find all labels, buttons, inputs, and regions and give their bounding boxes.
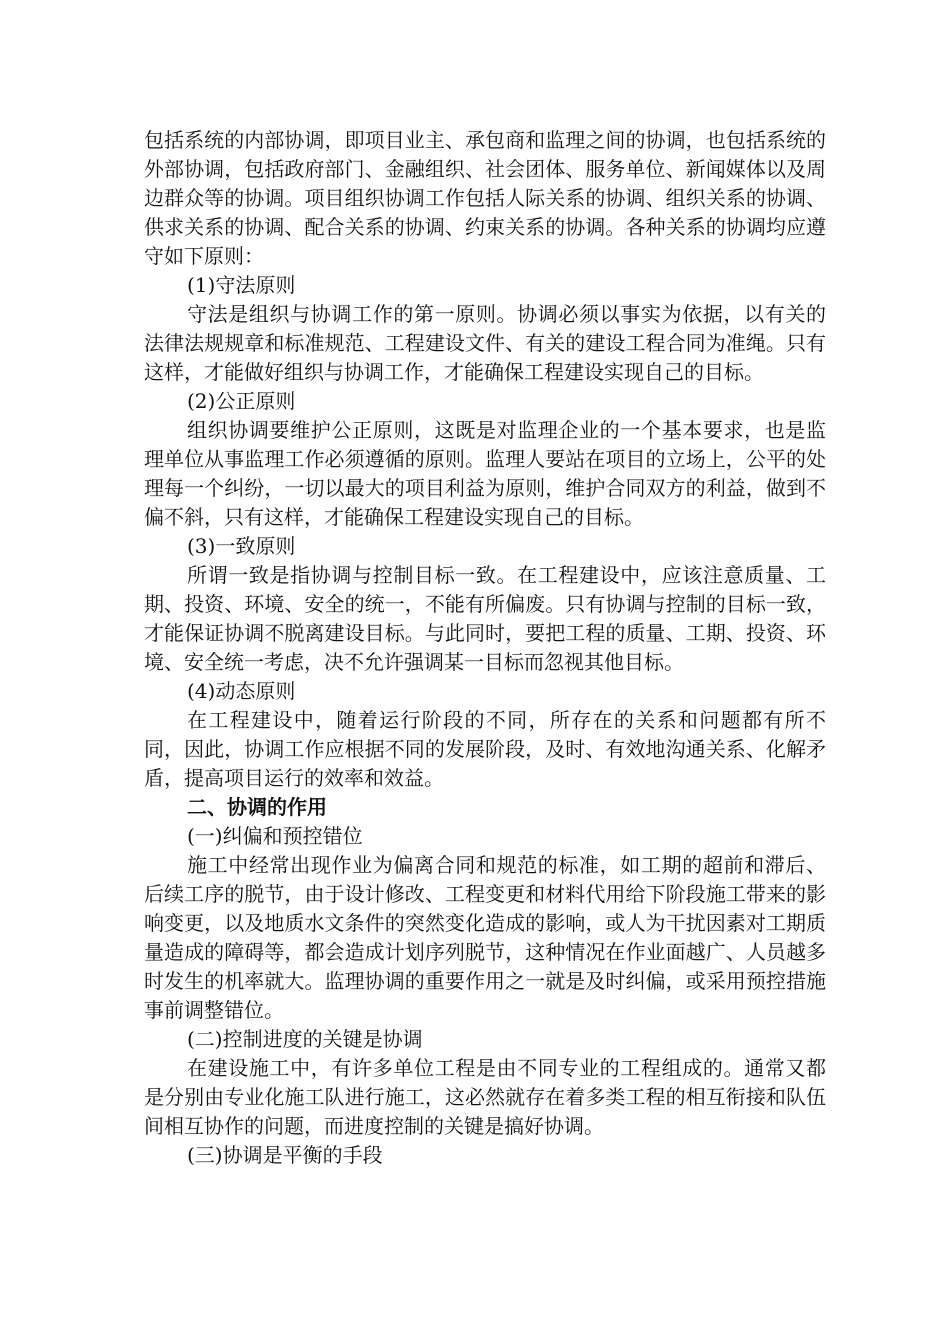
body-paragraph: 守法是组织与协调工作的第一原则。协调必须以事实为依据，以有关的法律法规规章和标准规范、工程建设文件、有关的建设工程合同为准绳。只有这样，才能做好组织与协调工作，才能确保工程建设实现自己的目标。 — [144, 302, 826, 384]
body-paragraph: 施工中经常出现作业为偏离合同和规范的标准，如工期的超前和滞后、后续工序的脱节，由于设计修改、工程变更和材料代用给下阶段施工带来的影响变更，以及地质水文条件的突然变化造成的影响，或人为干扰因素对工期质量造成的障碍等，都会造成计划序列脱节，这种情况在作业面越广、人员越多时发生的机率就大。监理协调的重要作用之一就是及时纠偏，或采用预控措施事前调整错位。 — [144, 853, 826, 1022]
body-paragraph: 在工程建设中，随着运行阶段的不同，所存在的关系和问题都有所不同，因此，协调工作应根据不同的发展阶段，及时、有效地沟通关系、化解矛盾，提高项目运行的效率和效益。 — [144, 708, 826, 790]
body-paragraph: 在建设施工中，有许多单位工程是由不同专业的工程组成的。通常又都是分别由专业化施工队进行施工，这必然就存在着多类工程的相互衔接和队伍间相互协作的问题，而进度控制的关键是搞好协调。 — [144, 1056, 826, 1138]
section-subheading: (一)纠偏和预控错位 — [187, 824, 363, 848]
body-paragraph: 所谓一致是指协调与控制目标一致。在工程建设中，应该注意质量、工期、投资、环境、安全的统一，不能有所偏废。只有协调与控制的目标一致，才能保证协调不脱离建设目标。与此同时，要把工程的质量、工期、投资、环境、安全统一考虑，决不允许强调某一目标而忽视其他目标。 — [144, 563, 826, 674]
section-heading: 二、协调的作用 — [187, 795, 327, 819]
body-paragraph: 组织协调要维护公正原则，这既是对监理企业的一个基本要求，也是监理单位从事监理工作必须遵循的原则。监理人要站在项目的立场上，公平的处理每一个纠纷，一切以最大的项目利益为原则，维护合同双方的利益，做到不偏不斜，只有这样，才能确保工程建设实现自己的目标。 — [144, 418, 826, 529]
section-subheading: (3)一致原则 — [187, 534, 296, 558]
section-subheading: (4)动态原则 — [187, 679, 296, 703]
body-paragraph: 包括系统的内部协调，即项目业主、承包商和监理之间的协调，也包括系统的外部协调，包括政府部门、金融组织、社会团体、服务单位、新闻媒体以及周边群众等的协调。项目组织协调工作包括人际关系的协调、组织关系的协调、供求关系的协调、配合关系的协调、约束关系的协调。各种关系的协调均应遵守如下原则： — [144, 128, 826, 268]
section-subheading: (三)协调是平衡的手段 — [187, 1143, 383, 1167]
section-subheading: (1)守法原则 — [187, 273, 296, 297]
document-body — [144, 126, 826, 1170]
section-subheading: (2)公正原则 — [187, 389, 296, 413]
section-subheading: (二)控制进度的关键是协调 — [187, 1027, 423, 1051]
